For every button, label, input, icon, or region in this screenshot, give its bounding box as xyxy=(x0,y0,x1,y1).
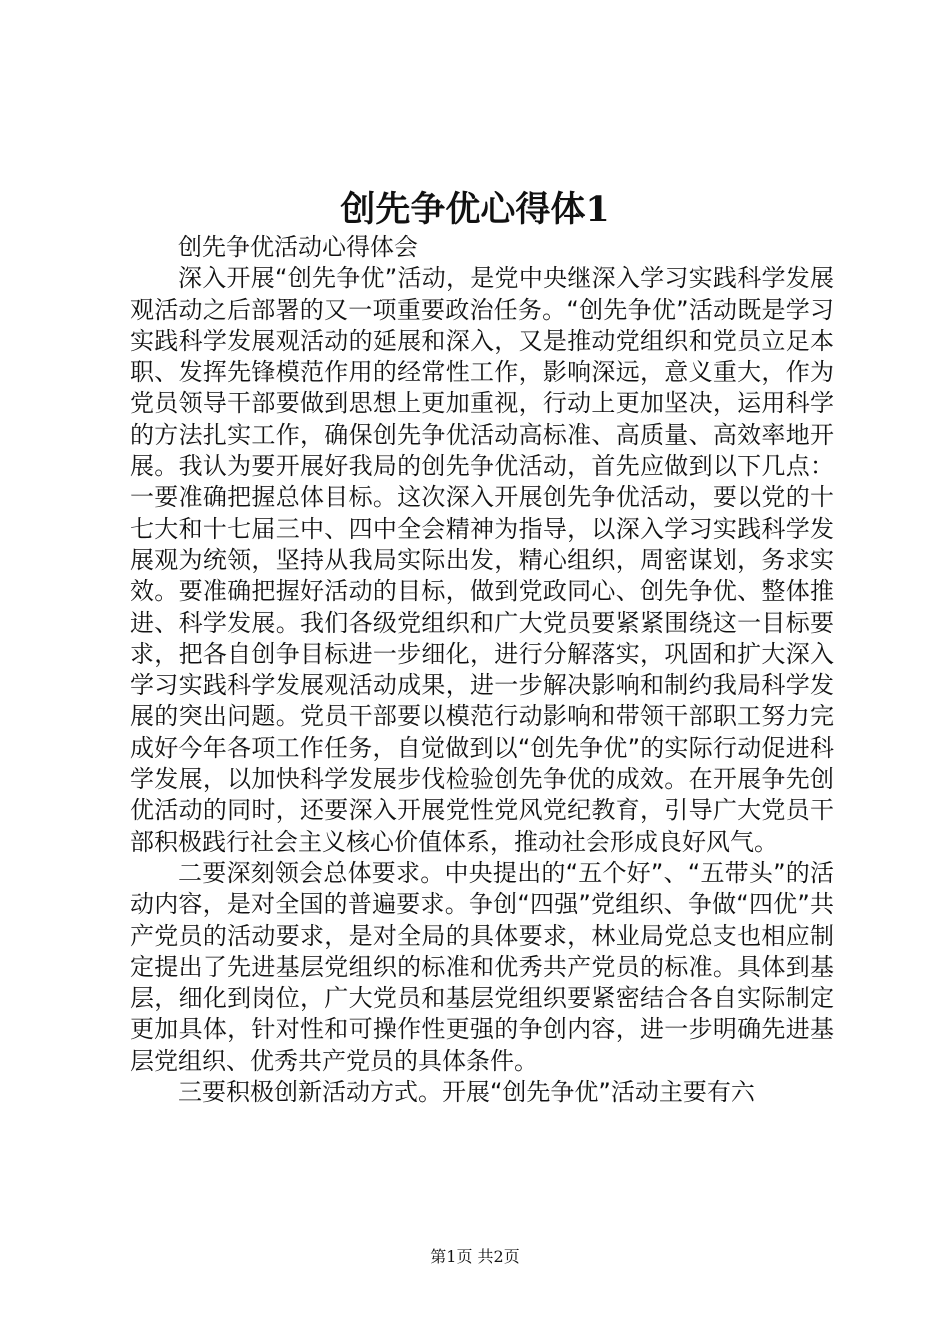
document-title: 创先争优心得体1 xyxy=(340,189,610,230)
paragraph-2: 二要深刻领会总体要求。中央提出的“五个好”、“五带头”的活动内容，是对全国的普遍要求。争创“四强”党组织、争做“四优”共产党员的活动要求，是对全局的具体要求，林业局党总支也相应制定提出了先进基层党组织的标准和优秀共产党员的标准。具体到基层，细化到岗位，广大党员和基层党组织要紧密结合各自实际制定更加具体，针对性和可操作性更强的争创内容，进一步明确先进基层党组织、优秀共产党员的具体条件。 xyxy=(130,858,834,1075)
document-body xyxy=(130,232,834,1108)
paragraph-1: 深入开展“创先争优”活动，是党中央继深入学习实践科学发展观活动之后部署的又一项重要政治任务。“创先争优”活动既是学习实践科学发展观活动的延展和深入，又是推动党组织和党员立足本职、发挥先锋模范作用的经常性工作，影响深远，意义重大，作为党员领导干部要做到思想上更加重视，行动上更加坚决，运用科学的方法扎实工作，确保创先争优活动高标准、高质量、高效率地开展。我认为要开展好我局的创先争优活动，首先应做到以下几点：一要准确把握总体目标。这次深入开展创先争优活动，要以党的十七大和十七届三中、四中全会精神为指导，以深入学习实践科学发展观为统领，坚持从我局实际出发，精心组织，周密谋划，务求实效。要准确把握好活动的目标，做到党政同心、创先争优、整体推进、科学发展。我们各级党组织和广大党员要紧紧围绕这一目标要求，把各自创争目标进一步细化，进行分解落实，巩固和扩大深入学习实践科学发展观活动成果，进一步解决影响和制约我局科学发展的突出问题。党员干部要以模范行动影响和带领干部职工努力完成好今年各项工作任务，自觉做到以“创先争优”的实际行动促进科学发展，以加快科学发展步伐检验创先争优的成效。在开展争先创优活动的同时，还要深入开展党性党风党纪教育，引导广大党员干部积极践行社会主义核心价值体系，推动社会形成良好风气。 xyxy=(130,264,834,856)
paragraph-3: 三要积极创新活动方式。开展“创先争优”活动主要有六 xyxy=(178,1078,755,1107)
page-footer: 第1页 共2页 xyxy=(430,1247,520,1266)
document-subtitle: 创先争优活动心得体会 xyxy=(178,233,418,261)
